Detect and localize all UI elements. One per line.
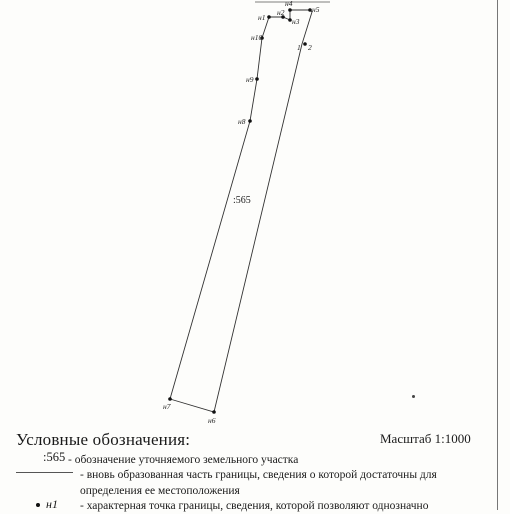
point-label-h7: н7: [163, 402, 171, 411]
point-label-h10: н10: [251, 33, 263, 42]
point-labels: [163, 0, 320, 425]
legend-point-description: - характерная точка границы, сведения, которой позволяют однозначно: [80, 500, 429, 512]
point-label-h8: н8: [238, 117, 246, 126]
legend-boundary-description: - вновь образованная часть границы, сведения о которой достаточны для определения ее местоположения: [80, 469, 437, 497]
point-label-h3: н3: [292, 17, 300, 26]
point-label-p1: 1: [297, 43, 301, 52]
scale-label: Масштаб 1:1000: [380, 431, 471, 446]
point-label-h6: н6: [208, 416, 216, 425]
point-label-p2: 2: [308, 43, 312, 52]
page-frame-right: [497, 0, 498, 510]
point-label-h5: н5: [312, 5, 320, 14]
point-label-h1: н1: [258, 13, 266, 22]
point-dot-icon: [36, 503, 40, 507]
scan-speck: [412, 395, 415, 398]
legend-title: Условные обозначения:: [16, 430, 191, 449]
point-label-h2: н2: [277, 8, 285, 17]
boundary-points: [168, 8, 312, 414]
point-marker-h4: [288, 8, 292, 12]
point-label-h9: н9: [246, 75, 254, 84]
point-marker-h7: [168, 397, 172, 401]
point-marker-h9: [255, 77, 259, 81]
point-label-h4: н4: [285, 0, 293, 8]
point-marker-h6: [212, 410, 216, 414]
parcel-label: :565: [233, 195, 251, 206]
legend-parcel-symbol: :565: [43, 450, 66, 464]
point-marker-h1: [267, 15, 271, 19]
point-marker-h8: [248, 119, 252, 123]
legend-boundary-line-symbol: [16, 472, 73, 473]
legend-point-code: н1: [46, 497, 58, 511]
point-marker-p2: [303, 42, 307, 46]
parcel-boundary: [170, 10, 312, 412]
legend-parcel-description: - обозначение уточняемого земельного участка: [68, 454, 299, 466]
